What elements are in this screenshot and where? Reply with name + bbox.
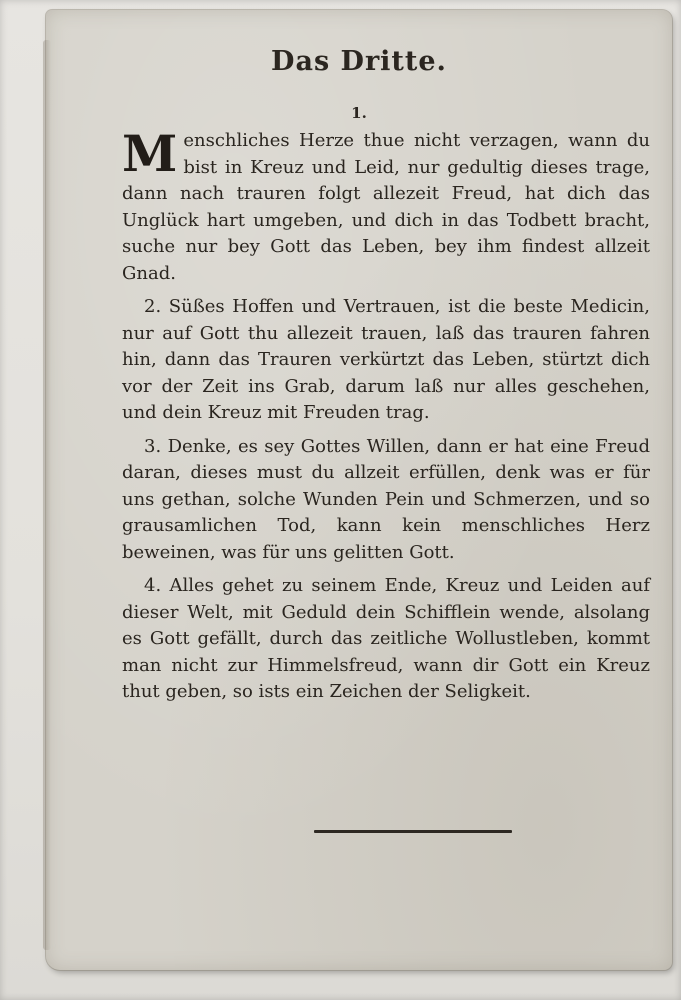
stanza-number: 1.: [351, 104, 367, 122]
paper-page: [46, 10, 672, 970]
drop-cap: M: [122, 124, 178, 183]
stanza-1-text: enschliches Herze thue nicht verzagen, wann du bist in Kreuz und Leid, nur gedultig dieses trage, dann nach trauren folgt allezeit Freud, hat dich das Unglück hart umgeben, und dich in das Todbett bracht, suche nur bey Gott das Leben, bey ihm findest allzeit Gnad.: [122, 130, 650, 284]
stanza-1: [122, 124, 650, 287]
stanza-4: 4. Alles gehet zu seinem Ende, Kreuz und Leiden auf dieser Welt, mit Geduld dein Schifflein wende, alsolang es Gott gefällt, durch das zeitliche Wollustleben, kommt man nicht zur Himmelsfreud, wann dir Gott ein Kreuz thut geben, so ists ein Zeichen der Seligkeit.: [122, 575, 650, 702]
hymn-text: [122, 124, 650, 713]
stanza-3: 3. Denke, es sey Gottes Willen, dann er hat eine Freud daran, dieses must du allzeit erfüllen, denk was er für uns gethan, solche Wunden Pein und Schmerzen, und so grausamlichen Tod, kann kein menschliches Herz beweinen, was für uns gelitten Gott.: [122, 435, 650, 563]
stanza-2: 2. Süßes Hoffen und Vertrauen, ist die beste Medicin, nur auf Gott thu allezeit trauen, laß das trauren fahren hin, dann das Trauren verkürtzt das Leben, stürtzt dich vor der Zeit ins Grab, darum laß nur alles geschehen, und dein Kreuz mit Freuden trag.: [122, 296, 650, 423]
page-title: Das Dritte.: [271, 46, 447, 77]
end-rule: [314, 830, 512, 833]
